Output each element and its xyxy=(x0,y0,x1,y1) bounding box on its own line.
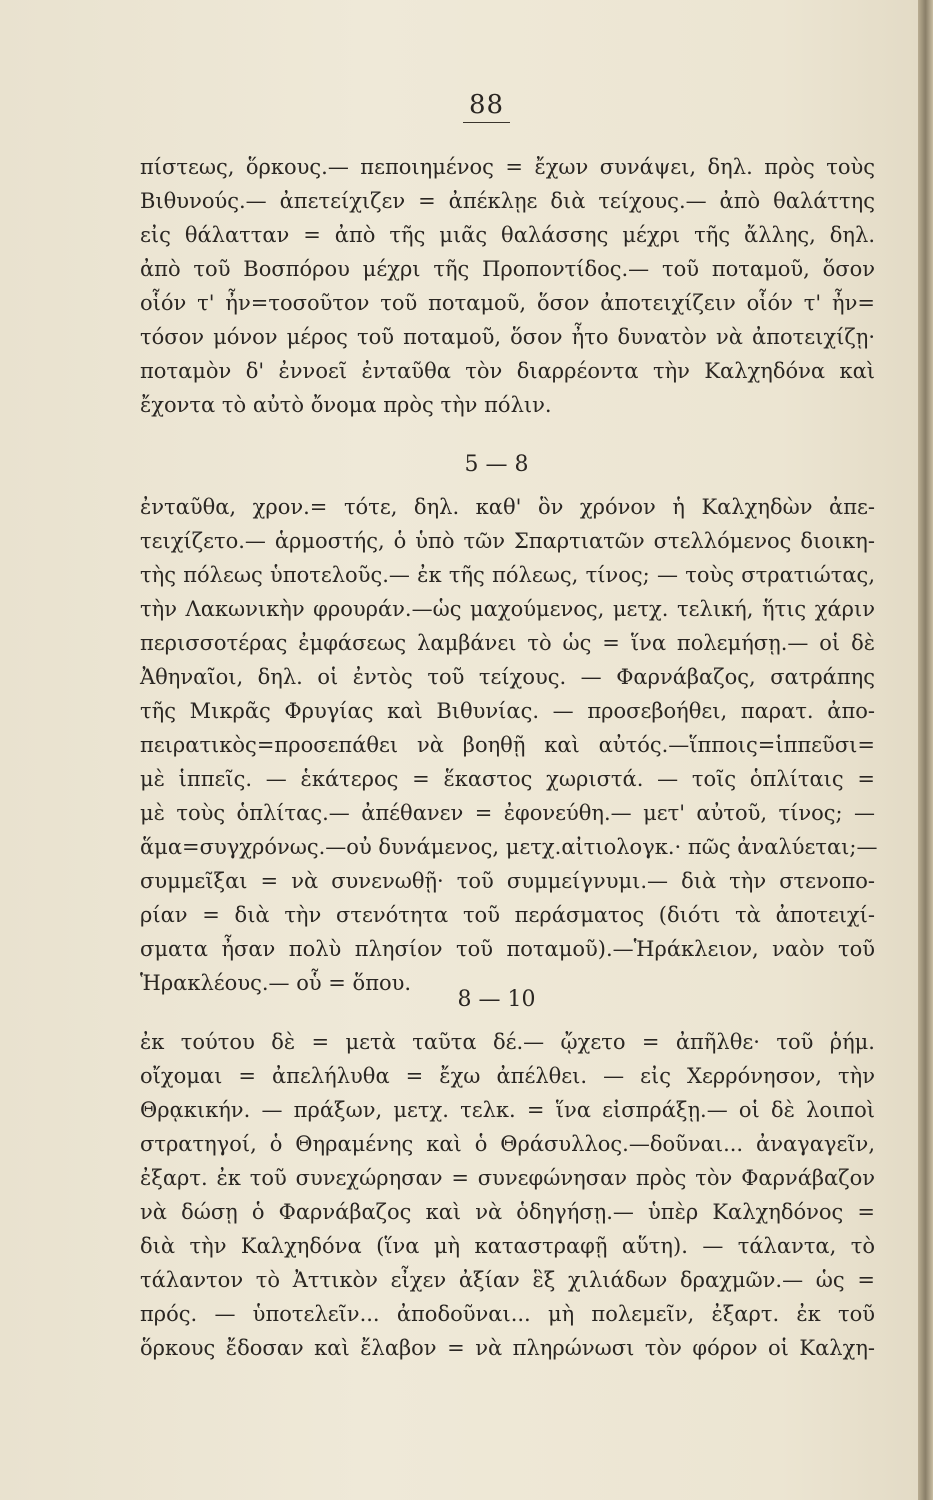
text-line: ἐξαρτ. ἐκ τοῦ συνεχώρησαν = συνεφώνησαν πρὸς τὸν Φαρνάβαζον xyxy=(140,1166,875,1190)
text-line: τὴς πόλεως ὑποτελοῦς.— ἐκ τῆς πόλεως, τίνος; — τοὺς στρατιώτας, xyxy=(140,563,875,587)
section-heading-8-10: 8 — 10 xyxy=(457,987,536,1012)
text-line: τόσον μόνον μέρος τοῦ ποταμοῦ, ὅσον ἦτο δυνατὸν νὰ ἀποτειχίζῃ· xyxy=(140,325,875,349)
text-line: Βιθυνούς.— ἀπετείχιζεν = ἀπέκλῃε διὰ τείχους.— ἀπὸ θαλάττης xyxy=(140,189,875,213)
text-line: περισσοτέρας ἐμφάσεως λαμβάνει τὸ ὡς = ἵνα πολεμήσῃ.— οἱ δὲ xyxy=(140,631,875,655)
text-line: ἅμα=συγχρόνως.—οὐ δυνάμενος, μετχ.αἰτιολογκ.· πῶς ἀναλύεται;— xyxy=(140,835,878,859)
text-line: στρατηγοί, ὁ Θηραμένης καὶ ὁ Θράσυλλος.—δοῦναι... ἀναγαγεῖν, xyxy=(140,1132,875,1156)
text-line: εἰς θάλατταν = ἀπὸ τῆς μιᾶς θαλάσσης μέχρι τῆς ἄλλης, δηλ. xyxy=(140,223,875,247)
text-line: ὅρκους ἔδοσαν καὶ ἔλαβον = νὰ πληρώνωσι τὸν φόρον οἱ Καλχη- xyxy=(140,1336,875,1360)
page-edge xyxy=(918,0,933,1500)
text-line: οἴχομαι = ἀπελήλυθα = ἔχω ἀπέλθει. — εἰς Χερρόνησον, τὴν xyxy=(140,1064,875,1088)
text-line: διὰ τὴν Καλχηδόνα (ἵνα μὴ καταστραφῇ αὕτη). — τάλαντα, τὸ xyxy=(140,1234,875,1258)
text-line: ἐκ τούτου δὲ = μετὰ ταῦτα δέ.— ᾤχετο = ἀπῆλθε· τοῦ ῥήμ. xyxy=(140,1030,875,1054)
text-line: πειρατικὸς=προσεπάθει νὰ βοηθῇ καὶ αὐτός.—ἵπποις=ἱππεῦσι= xyxy=(140,733,875,757)
page-number xyxy=(0,90,933,123)
text-line: τῆς Μικρᾶς Φρυγίας καὶ Βιθυνίας. — προσεβοήθει, παρατ. ἀπο- xyxy=(140,699,875,723)
text-line: μὲ τοὺς ὁπλίτας.— ἀπέθανεν = ἐφονεύθη.— μετ' αὐτοῦ, τίνος; — xyxy=(140,801,875,825)
text-line: τάλαντον τὸ Ἀττικὸν εἶχεν ἀξίαν ἓξ χιλιάδων δραχμῶν.— ὡς = xyxy=(140,1268,875,1292)
text-line: Ἡρακλέους.— οὗ = ὅπου. xyxy=(140,971,412,995)
text-line: ποταμὸν δ' ἐννοεῖ ἐνταῦθα τὸν διαρρέοντα τὴν Καλχηδόνα καὶ xyxy=(140,359,875,383)
text-line: ἀπὸ τοῦ Βοσπόρου μέχρι τῆς Προποντίδος.— τοῦ ποταμοῦ, ὅσον xyxy=(140,257,875,281)
commentary-block-2 xyxy=(140,490,878,1000)
text-line: πίστεως, ὅρκους.— πεποιημένος = ἔχων συνάψει, δηλ. πρὸς τοὺς xyxy=(140,155,875,179)
section-heading-5-8: 5 — 8 xyxy=(464,452,529,477)
commentary-block-3 xyxy=(140,1025,875,1365)
text-line: ἐνταῦθα, χρον.= τότε, δηλ. καθ' ὃν χρόνον ἡ Καλχηδὼν ἀπε- xyxy=(140,495,875,519)
text-line: ρίαν = διὰ τὴν στενότητα τοῦ περάσματος (διότι τὰ ἀποτειχί- xyxy=(140,903,875,927)
text-line: οἷόν τ' ἦν=τοσοῦτον τοῦ ποταμοῦ, ὅσον ἀποτειχίζειν οἷόν τ' ἦν= xyxy=(140,291,875,315)
text-line: Ἀθηναῖοι, δηλ. οἱ ἐντὸς τοῦ τείχους. — Φαρνάβαζος, σατράπης xyxy=(140,665,875,689)
text-line: μὲ ἱππεῖς. — ἑκάτερος = ἕκαστος χωριστά. — τοῖς ὁπλίταις = xyxy=(140,767,875,791)
page-number-text: 88 xyxy=(463,90,510,123)
text-line: τειχίζετο.— ἁρμοστής, ὁ ὑπὸ τῶν Σπαρτιατῶν στελλόμενος διοικη- xyxy=(140,529,875,553)
text-line: τὴν Λακωνικὴν φρουράν.—ὡς μαχούμενος, μετχ. τελική, ἥτις χάριν xyxy=(140,597,875,621)
commentary-block-1 xyxy=(140,150,875,422)
text-line: Θρᾳκικήν. — πράξων, μετχ. τελκ. = ἵνα εἰσπράξῃ.— οἱ δὲ λοιποὶ xyxy=(140,1098,875,1122)
text-line: πρός. — ὑποτελεῖν... ἀποδοῦναι... μὴ πολεμεῖν, ἐξαρτ. ἐκ τοῦ xyxy=(140,1302,875,1326)
text-line: σματα ἦσαν πολὺ πλησίον τοῦ ποταμοῦ).—Ἡράκλειον, ναὸν τοῦ xyxy=(140,937,875,961)
text-line: νὰ δώσῃ ὁ Φαρνάβαζος καὶ νὰ ὁδηγήσῃ.— ὑπὲρ Καλχηδόνος = xyxy=(140,1200,875,1224)
text-line: ἔχοντα τὸ αὐτὸ ὄνομα πρὸς τὴν πόλιν. xyxy=(140,393,552,417)
text-line: συμμεῖξαι = νὰ συνενωθῇ· τοῦ συμμείγνυμι.— διὰ τὴν στενοπο- xyxy=(140,869,875,893)
